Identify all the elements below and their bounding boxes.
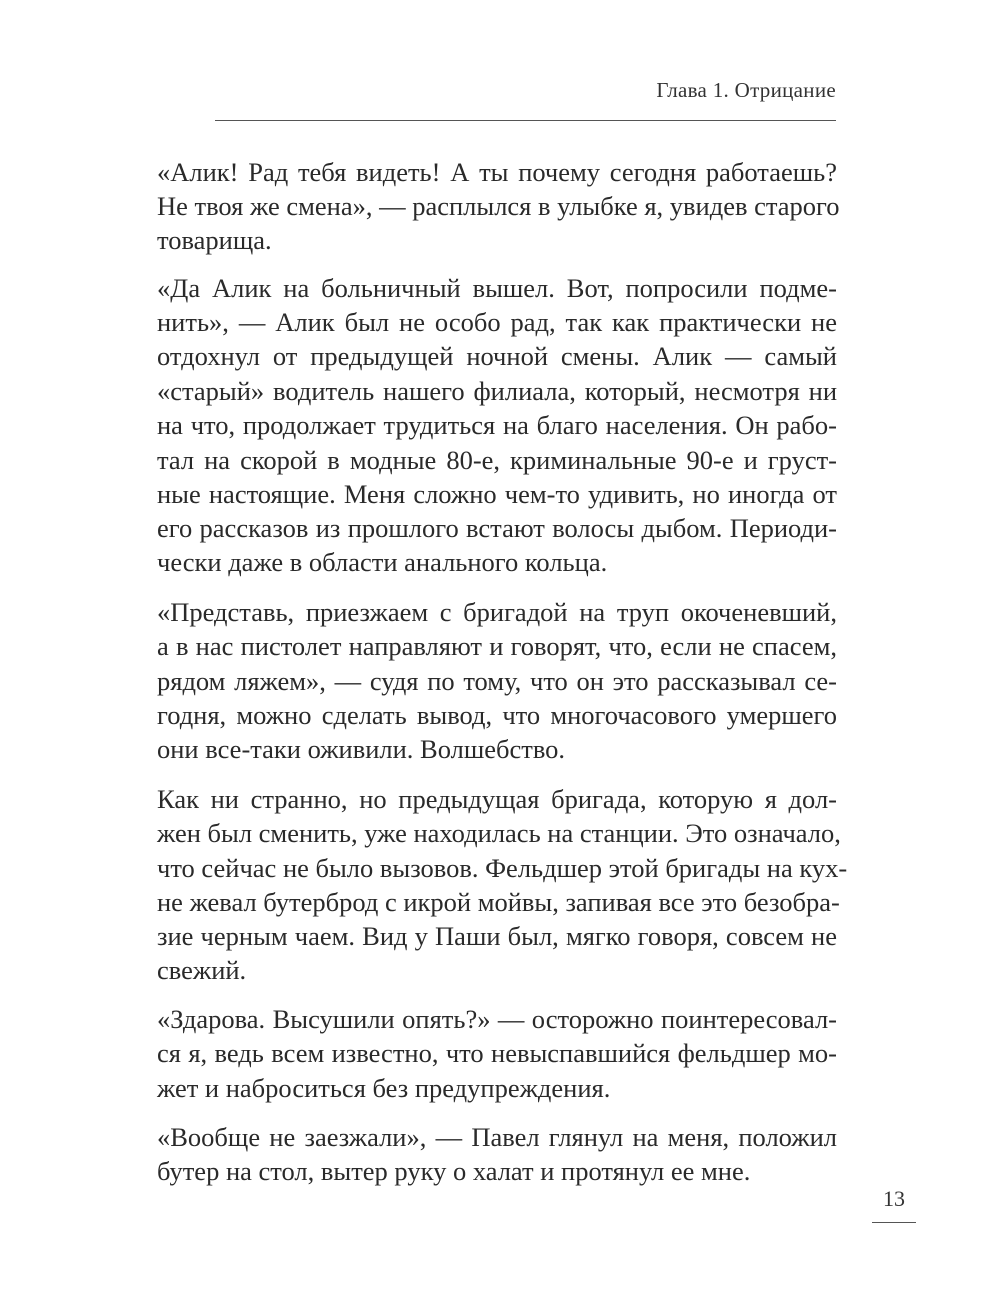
text-line: бутер на стол, вытер руку о халат и протянул ее мне. <box>157 1156 751 1186</box>
text-line: на что, продолжает трудиться на благо населения. Он рабо- <box>157 410 837 440</box>
text-line: товарища. <box>157 225 272 255</box>
text-line: отдохнул от предыдущей ночной смены. Алик — самый <box>157 341 837 371</box>
text-line: нить», — Алик был не особо рад, так как практически не <box>157 307 837 337</box>
text-line: Не твоя же смена», — расплылся в улыбке я, увидев старого <box>157 191 840 221</box>
text-line: жен был сменить, уже находилась на станции. Это означало, <box>157 818 841 848</box>
text-line: «Алик! Рад тебя видеть! А ты почему сегодня работаешь? <box>157 157 837 187</box>
text-line: ся я, ведь всем известно, что невыспавшийся фельдшер мо- <box>157 1038 837 1068</box>
text-line: «Да Алик на больничный вышел. Вот, попросили подме- <box>157 273 837 303</box>
text-line: чески даже в области анального кольца. <box>157 547 608 577</box>
text-line: годня, можно сделать вывод, что многочасового умершего <box>157 700 837 730</box>
page-number: 13 <box>883 1186 905 1211</box>
text-line: тал на скорой в модные 80-е, криминальные 90-е и груст- <box>157 445 837 475</box>
header-divider <box>215 120 836 121</box>
text-line: а в нас пистолет направляют и говорят, что, если не спасем, <box>157 631 837 661</box>
text-line: зие черным чаем. Вид у Паши был, мягко говоря, совсем не <box>157 921 837 951</box>
text-line: Как ни странно, но предыдущая бригада, которую я дол- <box>157 784 837 814</box>
text-line: они все-таки оживили. Волшебство. <box>157 734 566 764</box>
text-line: «Здарова. Высушили опять?» — осторожно поинтересовал- <box>157 1004 837 1034</box>
text-line: «старый» водитель нашего филиала, который, несмотря ни <box>157 376 837 406</box>
text-line: «Представь, приезжаем с бригадой на труп окоченевший, <box>157 597 837 627</box>
running-header-chapter-title: Глава 1. Отрицание <box>656 78 836 102</box>
text-line: его рассказов из прошлого встают волосы дыбом. Периоди- <box>157 513 837 543</box>
text-line: свежий. <box>157 955 247 985</box>
text-line: не жевал бутерброд с икрой мойвы, запивая все это безобра- <box>157 887 840 917</box>
text-line: ные настоящие. Меня сложно чем-то удивить, но иногда от <box>157 479 837 509</box>
text-line: что сейчас не было вызовов. Фельдшер этой бригады на кух- <box>157 853 848 883</box>
text-line: «Вообще не заезжали», — Павел глянул на меня, положил <box>157 1122 837 1152</box>
text-line: жет и наброситься без предупреждения. <box>157 1073 611 1103</box>
text-line: рядом ляжем», — судя по тому, что он это рассказывал се- <box>157 666 837 696</box>
page-number-underline <box>872 1222 916 1223</box>
